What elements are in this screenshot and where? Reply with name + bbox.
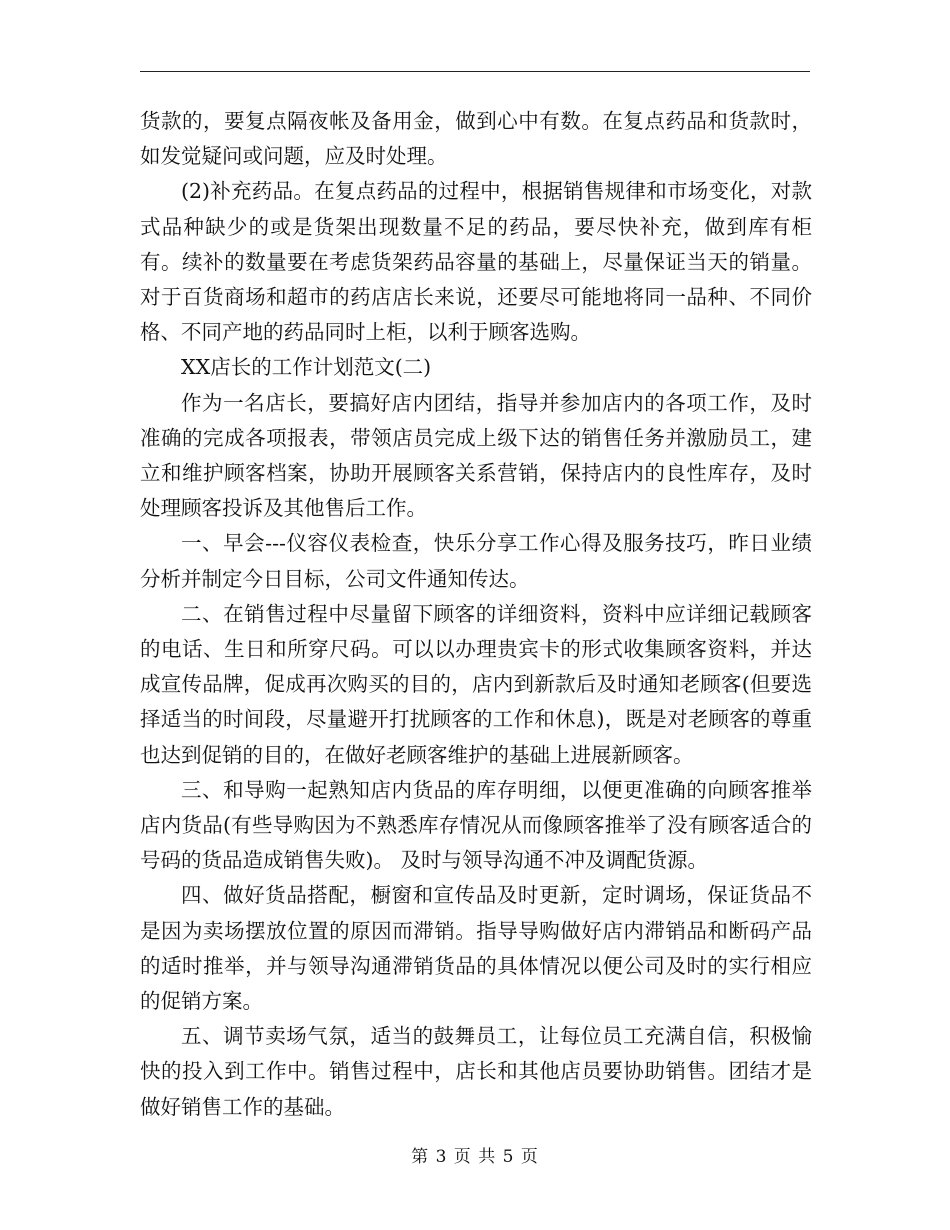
section-heading: XX店长的工作计划范文(二)	[181, 355, 432, 380]
paragraph-item-3: 三、和导购一起熟知店内货品的库存明细，以便更准确的向顾客推举店内货品(有些导购因为不熟悉库存情况从而像顾客推举了没有顾客适合的号码的货品造成销售失败)。 及时与领导沟通不冲及调配货源。	[140, 777, 812, 873]
paragraph-item-2: 二、在销售过程中尽量留下顾客的详细资料，资料中应详细记载顾客的电话、生日和所穿尺码。可以以办理贵宾卡的形式收集顾客资料，并达成宣传品牌，促成再次购买的目的，店内到新款后及时通知老顾客(但要选择适当的时间段，尽量避开打扰顾客的工作和休息)，既是对老顾客的尊重也达到促销的目的，在做好老顾客维护的基础上进展新顾客。	[140, 601, 812, 767]
document-body	[140, 104, 812, 1125]
paragraph-continuation: 货款的，要复点隔夜帐及备用金，做到心中有数。在复点药品和货款时，如发觉疑问或问题，应及时处理。	[140, 109, 812, 169]
paragraph-item-1: 一、早会---仪容仪表检查，快乐分享工作心得及服务技巧，昨日业绩分析并制定今日目标，公司文件通知传达。	[140, 531, 812, 591]
paragraph-replenish-drugs: (2)补充药品。在复点药品的过程中，根据销售规律和市场变化，对款式品种缺少的或是货架出现数量不足的药品，要尽快补充，做到库有柜有。续补的数量要在考虑货架药品容量的基础上，尽量保证当天的销量。对于百货商场和超市的药店店长来说，还要尽可能地将同一品种、不同价格、不同产地的药品同时上柜，以利于顾客选购。	[140, 179, 812, 345]
paragraph-item-5: 五、调节卖场气氛，适当的鼓舞员工，让每位员工充满自信，积极愉快的投入到工作中。销售过程中，店长和其他店员要协助销售。团结才是做好销售工作的基础。	[140, 1024, 812, 1119]
header-rule	[140, 71, 810, 72]
page-footer: 第 3 页 共 5 页	[411, 1147, 539, 1167]
paragraph-intro: 作为一名店长，要搞好店内团结，指导并参加店内的各项工作，及时准确的完成各项报表，带领店员完成上级下达的销售任务并激励员工，建立和维护顾客档案，协助开展顾客关系营销，保持店内的良性库存，及时处理顾客投诉及其他售后工作。	[140, 390, 812, 521]
paragraph-item-4: 四、做好货品搭配，橱窗和宣传品及时更新，定时调场，保证货品不是因为卖场摆放位置的原因而滞销。指导导购做好店内滞销品和断码产品的适时推举，并与领导沟通滞销货品的具体情况以便公司及时的实行相应的促销方案。	[140, 883, 812, 1014]
